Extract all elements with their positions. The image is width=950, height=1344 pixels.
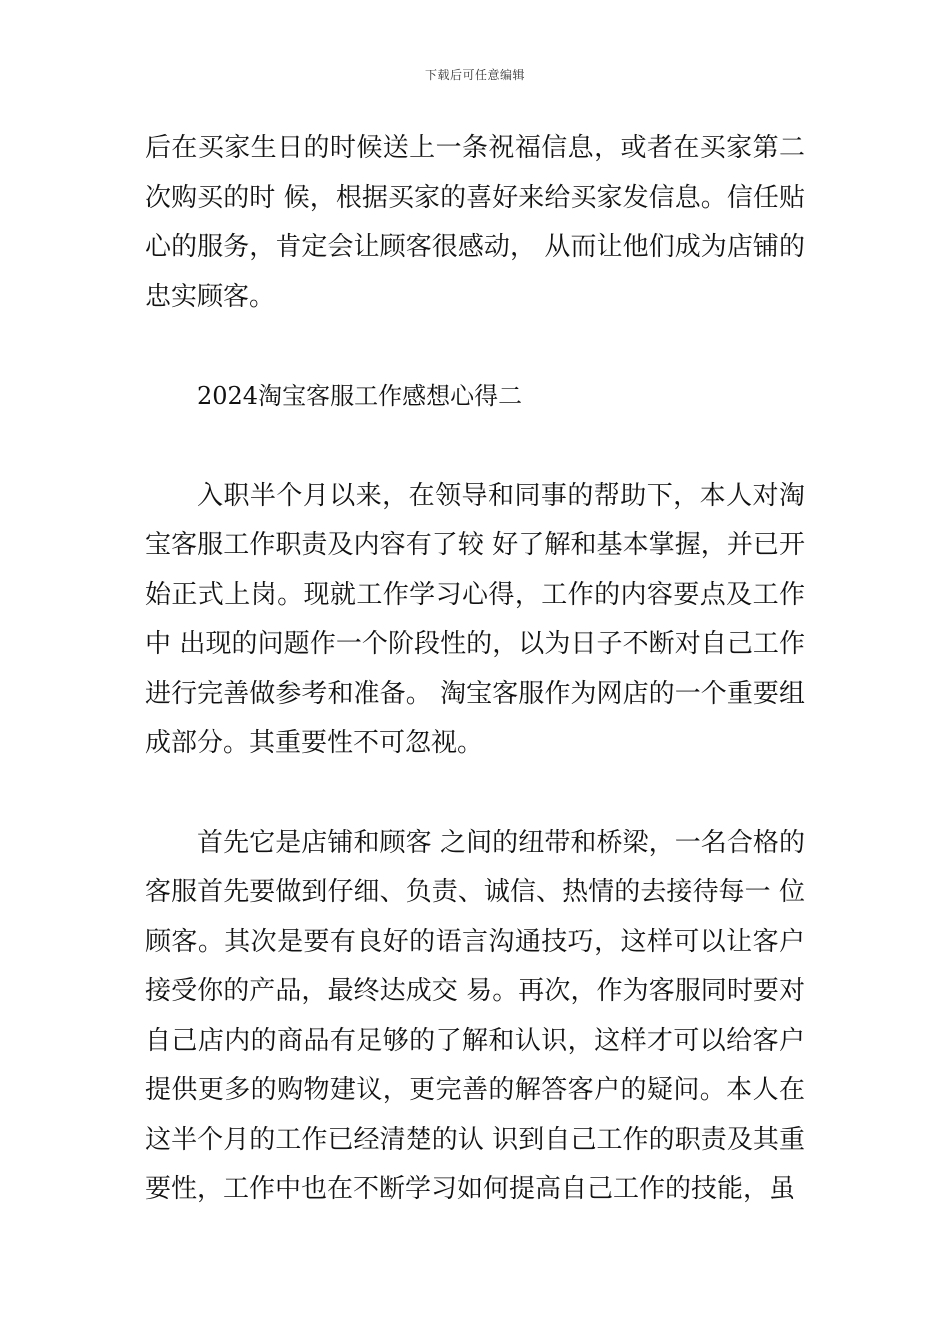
header-note: 下载后可任意编辑 <box>424 68 525 82</box>
paragraph-continuation: 后在买家生日的时候送上一条祝福信息，或者在买家第二次购买的时 候，根据买家的喜好来给买家发信息。信任贴心的服务，肯定会让顾客很感动， 从而让他们成为店铺的忠实顾客。 <box>145 133 805 312</box>
paragraph-intro: 入职半个月以来，在领导和同事的帮助下，本人对淘宝客服工作职责及内容有了较 好了解和基本掌握，并已开始正式上岗。现就工作学习心得，工作的内容要点及工作中 出现的问题作一个阶段性的，以为日子不断对自己工作进行完善做参考和准备。 淘宝客服作为网店的一个重要组成部分。其重要性不可忽视。 <box>145 480 805 758</box>
paragraph-duties: 首先它是店铺和顾客 之间的纽带和桥梁，一名合格的客服首先要做到仔细、负责、诚信、热情的去接待每一 位顾客。其次是要有良好的语言沟通技巧，这样可以让客户接受你的产品，最终达成交 易。再次，作为客服同时要对自己店内的商品有足够的了解和认识，这样才可以给客户提供更多的购物建议，更完善的解答客户的疑问。本人在这半个月的工作已经清楚的认 识到自己工作的职责及其重要性，工作中也在不断学习如何提高自己工作的技能，虽 <box>145 827 805 1204</box>
section-heading: 2024淘宝客服工作感想心得二 <box>197 382 523 410</box>
document-body <box>145 124 805 1215</box>
